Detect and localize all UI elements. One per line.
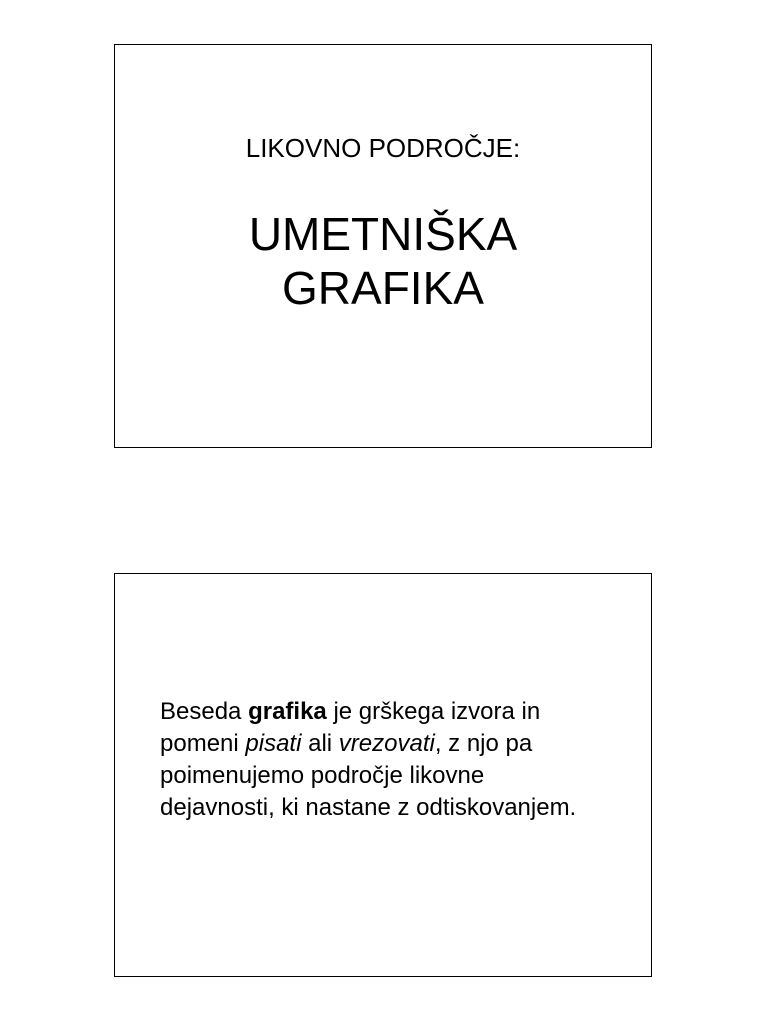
slide-body-paragraph	[160, 696, 646, 824]
text-segment: je grškega izvora in	[326, 698, 541, 725]
slide-subtitle: LIKOVNO PODROČJE:	[245, 133, 521, 163]
text-segment: Beseda	[160, 698, 249, 725]
slide-2	[114, 573, 652, 977]
slide-title-line-1: UMETNIŠKA	[248, 208, 518, 260]
slide-title-line-2: GRAFIKA	[282, 262, 484, 314]
slide-1	[114, 44, 652, 448]
paragraph-line-3: poimenujemo področje likovne	[160, 762, 485, 789]
italic-term-1: pisati	[245, 730, 302, 757]
text-segment: pomeni	[160, 730, 246, 757]
text-segment: , z njo pa	[434, 730, 533, 757]
italic-term-2: vrezovati	[338, 730, 435, 757]
text-segment: ali	[301, 730, 339, 757]
paragraph-line-4: dejavnosti, ki nastane z odtiskovanjem.	[160, 794, 577, 821]
paragraph-line-1	[160, 696, 646, 728]
bold-term: grafika	[248, 698, 327, 725]
slide-title	[115, 207, 651, 315]
paragraph-line-2	[160, 728, 646, 760]
